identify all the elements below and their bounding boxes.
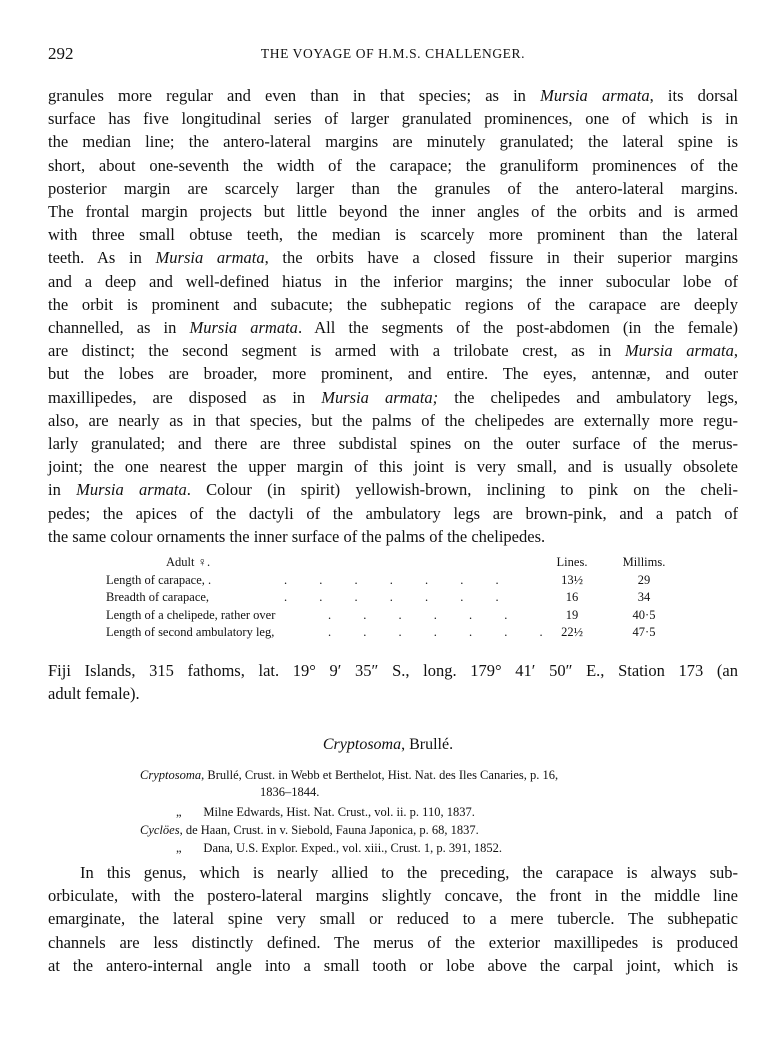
genus-heading xyxy=(0,736,776,754)
reference-text: „ Milne Edwards, Hist. Nat. Crust., vol. ii. p. 110, 1837. xyxy=(176,805,475,819)
page-header xyxy=(48,44,738,66)
text-line xyxy=(48,107,738,130)
reference-text: , de Haan, Crust. in v. Siebold, Fauna Japonica, p. 68, 1837. xyxy=(179,823,479,837)
text-line: channels are less distinctly defined. The merus of the exterior maxillipedes is produced xyxy=(48,932,738,952)
text-line: at the antero-internal angle into a small tooth or lobe above the carpal joint, which is xyxy=(48,955,738,975)
genus-description-paragraph xyxy=(48,861,738,977)
text-line xyxy=(48,246,738,269)
measurement-row xyxy=(106,625,686,643)
genus-name: Cryptosoma xyxy=(322,736,402,753)
col-millims-header: Millims. xyxy=(622,555,666,569)
text-line xyxy=(48,432,738,455)
col-lines-header: Lines. xyxy=(556,555,588,569)
text-run: , its dorsal xyxy=(649,86,738,105)
leader-dots: . . . . . . . xyxy=(284,590,499,604)
measurement-label: Length of carapace, . xyxy=(106,572,212,587)
measurement-label: Breadth of carapace, xyxy=(106,590,210,604)
measurements-table xyxy=(106,555,686,643)
text-line xyxy=(48,316,738,339)
measurement-millims: 47·5 xyxy=(632,625,656,639)
reference-entry xyxy=(176,804,475,821)
text-line xyxy=(48,478,738,501)
measurement-lines: 13½ xyxy=(561,572,583,587)
measurements-header xyxy=(106,555,686,573)
text-run: the chelipedes and ambulatory legs, xyxy=(438,387,738,407)
text-line xyxy=(48,525,738,548)
measurement-millims: 34 xyxy=(637,590,651,604)
text-run: The frontal margin projects but little beyond the inner angles of the orbits and is armed xyxy=(48,202,738,222)
text-line xyxy=(48,200,738,223)
measurement-row xyxy=(106,590,686,608)
genus-author: , Brullé. xyxy=(401,736,454,753)
species-name: Mursia armata xyxy=(155,248,265,268)
text-run: joint; the one nearest the upper margin of this joint is very small, and is usually obsolete xyxy=(48,457,738,477)
text-run: are distinct; the second segment is armed with a trilobate crest, as in xyxy=(48,341,625,361)
text-line xyxy=(48,223,738,246)
reference-text: 1836–1844. xyxy=(260,785,320,799)
text-run: the same colour ornaments the inner surface of the palms of the chelipedes. xyxy=(48,526,546,546)
species-name: Mursia armata xyxy=(76,480,187,500)
text-run: posterior margin are scarcely larger than the granules of the antero-lateral margins. xyxy=(48,178,738,198)
measurement-row xyxy=(106,608,686,626)
measurement-label: Length of a chelipede, rather over xyxy=(106,607,276,622)
text-run: larly granulated; and there are three subdistal spines on the outer surface of the merus- xyxy=(48,434,738,454)
leader-dots: . . . . . . . xyxy=(284,572,499,587)
text-line: orbiculate, with the postero-lateral margins slightly concave, the front in the middle line xyxy=(48,886,738,906)
text-run: in xyxy=(48,480,77,500)
measurement-lines: 19 xyxy=(565,607,579,622)
text-run: and a deep and well-defined hiatus in the inferior margins; the inner subocular lobe of xyxy=(48,271,738,291)
text-run: . Colour (in spirit) yellowish-brown, inclining to pink on the cheli- xyxy=(186,480,738,500)
reference-entry xyxy=(140,822,479,839)
text-line: Fiji Islands, 315 fathoms, lat. 19° 9′ 35″ S., long. 179° 41′ 50″ E., Station 173 (an xyxy=(48,661,738,680)
text-line xyxy=(48,177,738,200)
text-line xyxy=(48,84,738,107)
measurements-heading: Adult ♀. xyxy=(166,555,211,569)
species-name: Mursia armata; xyxy=(321,387,439,407)
text-line xyxy=(48,409,738,432)
measurement-millims: 40·5 xyxy=(632,607,656,622)
text-line xyxy=(48,502,738,525)
text-run: pedes; the apices of the dactyli of the ambulatory legs are brown-pink, and a patch of xyxy=(48,503,738,523)
text-line xyxy=(48,270,738,293)
text-line xyxy=(48,362,738,385)
reference-text: , Brullé, Crust. in Webb et Berthelot, Hist. Nat. des Iles Canaries, p. 16, xyxy=(201,768,559,782)
text-run: surface has five longitudinal series of larger granulated prominences, one of which is in xyxy=(48,109,738,129)
locality-paragraph xyxy=(48,659,738,705)
text-run: , the orbits have a closed fissure in their superior margins xyxy=(264,248,739,268)
reference-text: „ Dana, U.S. Explor. Exped., vol. xiii., Crust. 1, p. 391, 1852. xyxy=(176,841,503,855)
text-run: teeth. As in xyxy=(48,248,156,268)
text-run: maxillipedes, are disposed as in xyxy=(48,387,322,407)
measurement-row xyxy=(106,573,686,591)
measurement-millims: 29 xyxy=(637,572,651,587)
leader-dots: . . . . . . . xyxy=(328,625,543,639)
text-run: granules more regular and even than in that species; as in xyxy=(48,86,541,105)
text-line xyxy=(48,130,738,153)
reference-entry xyxy=(176,840,502,857)
text-line xyxy=(48,386,738,409)
text-run: also, are nearly as in that species, but the palms of the chelipedes are externally more regu- xyxy=(48,410,738,430)
measurement-label: Length of second ambulatory leg, xyxy=(106,625,275,639)
text-line: In this genus, which is nearly allied to the preceding, the carapace is always sub- xyxy=(80,863,738,882)
text-run: short, about one-seventh the width of the carapace; the granuliform prominences of the xyxy=(48,155,738,175)
reference-entry xyxy=(140,767,558,784)
species-name: Mursia armata xyxy=(540,86,650,105)
text-line xyxy=(48,455,738,478)
text-line xyxy=(48,154,738,177)
text-run: but the lobes are broader, more prominent, and entire. The eyes, antennæ, and outer xyxy=(48,364,738,384)
reference-entry xyxy=(260,784,319,801)
species-name: Mursia armata xyxy=(189,318,298,338)
running-title: THE VOYAGE OF H.M.S. CHALLENGER. xyxy=(260,46,526,61)
text-line: adult female). xyxy=(48,684,140,704)
page-number: 292 xyxy=(48,44,74,63)
text-run: with three small obtuse teeth, the median is scarcely more prominent than the lateral xyxy=(48,225,738,245)
text-run: , xyxy=(733,341,738,361)
reference-genus: Cryptosoma xyxy=(140,768,202,782)
leader-dots: . . . . . . xyxy=(328,607,508,622)
text-run: the orbit is prominent and subacute; the subhepatic regions of the carapace are deeply xyxy=(48,294,738,314)
text-run: channelled, as in xyxy=(48,318,190,338)
text-line xyxy=(48,339,738,362)
text-line: emarginate, the lateral spine very small or reduced to a mere tubercle. The subhepatic xyxy=(48,909,738,929)
description-paragraph xyxy=(48,84,738,548)
reference-genus: Cyclöes xyxy=(140,823,180,837)
measurement-lines: 16 xyxy=(565,590,579,604)
text-run: the median line; the antero-lateral margins are minutely granulated; the lateral spine is xyxy=(48,132,738,152)
text-line xyxy=(48,293,738,316)
species-name: Mursia armata xyxy=(624,341,734,361)
measurement-lines: 22½ xyxy=(561,625,583,639)
text-run: . All the segments of the post-abdomen (in the female) xyxy=(297,318,738,338)
